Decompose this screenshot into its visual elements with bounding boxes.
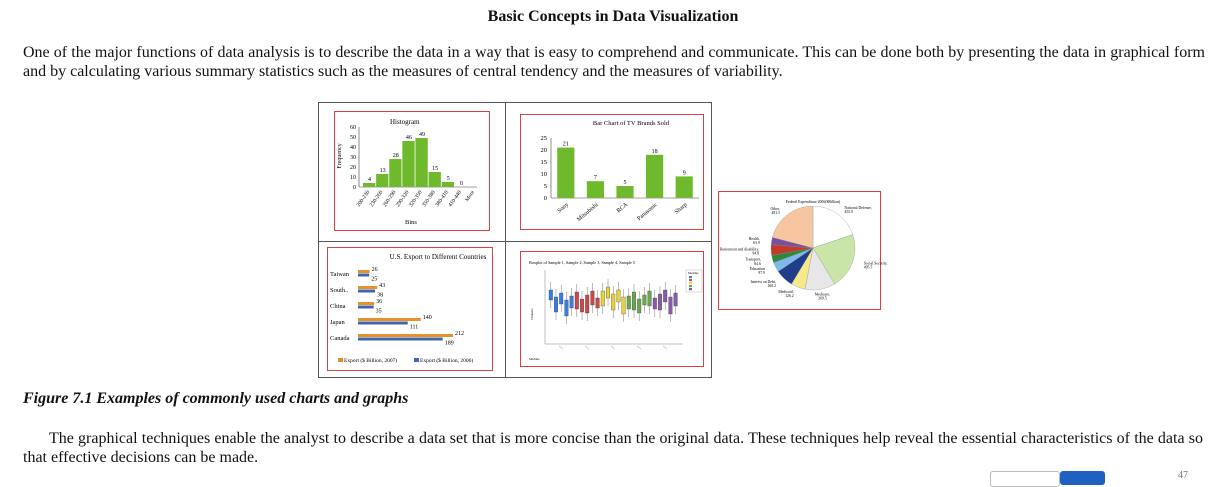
boxplot-box bbox=[669, 297, 673, 314]
histogram-ytick: 10 bbox=[350, 175, 356, 181]
boxplot-box bbox=[653, 298, 657, 309]
boxplot-box bbox=[674, 293, 678, 306]
bar bbox=[587, 181, 604, 198]
bar bbox=[616, 186, 633, 198]
histogram-xtick: More bbox=[464, 189, 477, 203]
boxplot-box bbox=[627, 296, 631, 309]
histogram-data-label: 13 bbox=[379, 168, 386, 174]
pie-label: Interest on Debt, bbox=[750, 279, 776, 284]
export-data-label: 36 bbox=[376, 299, 383, 305]
boxplot-box bbox=[632, 292, 636, 310]
export-data-label: 111 bbox=[409, 324, 419, 331]
bar-xtick: RCA bbox=[615, 201, 630, 215]
body-paragraph: The graphical techniques enable the analyst to describe a data set that is more concise than the original data. These techniques help reveal the essential characteristics of the data so that effective decisions can be made. bbox=[23, 430, 1203, 466]
bar-ytick: 15 bbox=[540, 159, 547, 166]
pie-value: 126.2 bbox=[785, 294, 794, 299]
pie-label: Medicare, bbox=[814, 292, 831, 297]
bar-ytick: 25 bbox=[540, 135, 547, 142]
boxplot-box bbox=[663, 290, 667, 302]
figure-caption: Figure 7.1 Examples of commonly used charts and graphs bbox=[23, 390, 409, 407]
histogram-bar bbox=[363, 183, 375, 187]
export-category-label: Taiwan bbox=[330, 271, 350, 278]
pie-value: 455.9 bbox=[844, 210, 854, 215]
pie-panel bbox=[718, 191, 888, 310]
pie-value: 87.9 bbox=[758, 271, 765, 276]
figure-divider-vertical bbox=[505, 103, 506, 377]
intro-paragraph: One of the major functions of data analysis is to describe the data in a way that is easy to comprehend and communicate. This can be done both by presenting the data in graphical form and by calculating various summary statistics such as the measures of central tendency and the measures of variability. bbox=[23, 44, 1205, 80]
export-data-label: 212 bbox=[455, 331, 464, 337]
pie-label: National Defense, bbox=[844, 206, 872, 211]
boxplot-box bbox=[580, 299, 584, 312]
boxplot-legend-swatch bbox=[689, 285, 692, 287]
histogram-chart bbox=[335, 112, 489, 230]
export-bar bbox=[358, 306, 374, 309]
boxplot-xtick bbox=[585, 346, 589, 349]
pie-value: 63.9 bbox=[753, 241, 760, 246]
histogram-xtick: 290-320 bbox=[395, 189, 411, 209]
histogram-ytick: 60 bbox=[350, 125, 356, 131]
boxplot-box bbox=[559, 293, 563, 304]
boxplot-box bbox=[585, 295, 589, 313]
histogram-ytick: 50 bbox=[350, 135, 356, 141]
boxplot-box bbox=[643, 295, 647, 305]
bar-ytick: 5 bbox=[543, 183, 547, 190]
histogram-xtick: 380-410 bbox=[434, 189, 450, 209]
bar bbox=[646, 155, 663, 198]
export-bar bbox=[358, 318, 421, 321]
brand-bar-panel bbox=[520, 114, 704, 230]
histogram-bar bbox=[429, 172, 441, 187]
export-data-label: 140 bbox=[422, 315, 432, 321]
histogram-bar bbox=[442, 182, 454, 187]
bar-ytick: 10 bbox=[540, 171, 547, 178]
boxplot-box bbox=[549, 290, 553, 300]
page-number: 47 bbox=[1178, 470, 1188, 481]
boxplot-box bbox=[601, 291, 605, 306]
pie-label: Other, bbox=[770, 207, 780, 212]
export-category-label: South.. bbox=[330, 287, 349, 294]
histogram-ylabel: Frequency bbox=[337, 143, 343, 169]
pie-value: 269.5 bbox=[818, 296, 827, 301]
histogram-ytick: 40 bbox=[350, 145, 356, 151]
boxplot-panel bbox=[520, 251, 704, 367]
histogram-data-label: 15 bbox=[432, 166, 439, 172]
bar-title: Bar Chart of TV Brands Sold bbox=[592, 120, 670, 127]
bar-xtick: Panasonic bbox=[636, 201, 659, 223]
page-go-button[interactable] bbox=[1060, 471, 1105, 485]
histogram-panel bbox=[334, 111, 490, 231]
export-category-label: China bbox=[330, 303, 346, 310]
pie-value: 64.6 bbox=[754, 261, 761, 266]
pie-chart bbox=[719, 192, 888, 309]
export-data-label: 43 bbox=[379, 283, 386, 289]
pie-title: Federal Expenditure 2006($Billion) bbox=[785, 200, 841, 204]
legend-swatch-2007 bbox=[338, 358, 343, 362]
boxplot-box bbox=[565, 300, 569, 316]
legend-2006: Export ($ Billion, 2006) bbox=[420, 358, 474, 364]
histogram-ytick: 20 bbox=[350, 165, 356, 171]
export-bar bbox=[358, 334, 453, 337]
pie-value: 160.2 bbox=[767, 284, 776, 289]
histogram-ytick: 0 bbox=[353, 185, 356, 191]
histogram-title: Histogram bbox=[390, 118, 420, 126]
pie-label: Medicaid, bbox=[778, 289, 794, 294]
boxplot-box bbox=[648, 291, 652, 306]
export-title: U.S. Export to Different Countries bbox=[389, 253, 487, 261]
export-data-label: 35 bbox=[375, 308, 382, 315]
pie-label: Transport, bbox=[745, 257, 761, 262]
boxplot-xtick bbox=[559, 346, 563, 349]
figure-grid bbox=[318, 102, 712, 378]
histogram-data-label: 4 bbox=[368, 177, 372, 183]
boxplot-box bbox=[622, 297, 626, 314]
histogram-xtick: 410-440 bbox=[447, 189, 463, 209]
export-bar bbox=[358, 338, 443, 341]
export-bar bbox=[358, 270, 370, 273]
boxplot-box bbox=[591, 291, 595, 305]
export-bar bbox=[358, 302, 374, 305]
pie-label: Social Security, bbox=[863, 261, 888, 266]
export-data-label: 38 bbox=[377, 292, 384, 299]
export-bar bbox=[358, 286, 377, 289]
boxplot-box bbox=[570, 296, 574, 308]
boxplot-box bbox=[575, 292, 579, 309]
bar-data-label: 9 bbox=[682, 170, 686, 177]
bar-data-label: 7 bbox=[593, 175, 597, 182]
bar-xtick: Mitsubishi bbox=[576, 201, 600, 224]
bar-xtick: Sharp bbox=[673, 201, 689, 216]
bar-ytick: 20 bbox=[540, 147, 547, 154]
boxplot-xtick bbox=[663, 346, 667, 349]
bar-xtick: Sony bbox=[556, 201, 571, 215]
histogram-data-label: 28 bbox=[392, 153, 399, 159]
bar-ytick: 0 bbox=[543, 195, 547, 202]
boxplot-title: Boxplot of Sample 1, Sample 2, Sample 3, Sample 4, Sample 5 bbox=[529, 260, 635, 265]
page-header: Basic Concepts in Data Visualization bbox=[487, 8, 739, 25]
export-category-label: Japan bbox=[330, 319, 345, 326]
pie-value: 94.8 bbox=[752, 251, 760, 256]
export-bar bbox=[358, 290, 375, 293]
bar bbox=[676, 176, 693, 198]
pie-label: Education bbox=[749, 266, 765, 271]
histogram-xtick: 200-230 bbox=[355, 189, 372, 209]
histogram-data-label: 49 bbox=[419, 132, 425, 138]
boxplot-box bbox=[596, 298, 600, 308]
pie-label: Retirement and disability, bbox=[719, 247, 760, 252]
bar bbox=[557, 148, 574, 198]
histogram-xlabel: Bins bbox=[405, 219, 417, 226]
figure-divider-horizontal bbox=[319, 241, 711, 242]
histogram-xtick: 320-350 bbox=[408, 189, 424, 209]
pie-value: 495.5 bbox=[863, 265, 873, 270]
page-input[interactable] bbox=[990, 471, 1060, 487]
export-category-label: Canada bbox=[330, 335, 350, 342]
histogram-ytick: 30 bbox=[350, 155, 356, 161]
histogram-data-label: 46 bbox=[405, 135, 412, 141]
boxplot-xtick bbox=[611, 346, 615, 349]
boxplot-xtick bbox=[637, 346, 641, 349]
export-data-label: 189 bbox=[444, 340, 454, 347]
boxplot-box bbox=[611, 294, 615, 310]
export-data-label: 26 bbox=[371, 267, 378, 273]
histogram-xtick: 260-290 bbox=[381, 189, 398, 209]
export-bar bbox=[358, 274, 369, 277]
boxplot-box bbox=[617, 290, 621, 302]
bar-data-label: 18 bbox=[651, 148, 658, 155]
histogram-bar bbox=[389, 159, 401, 187]
boxplot-box bbox=[554, 297, 558, 312]
pie-label: Health, bbox=[748, 236, 760, 241]
bar-data-label: 5 bbox=[623, 180, 627, 186]
boxplot-ylabel: Diameter bbox=[530, 308, 534, 320]
histogram-data-label: 5 bbox=[446, 176, 450, 182]
boxplot-legend-swatch bbox=[689, 288, 692, 290]
boxplot-xlabel: Machine bbox=[529, 357, 540, 361]
boxplot-legend-swatch bbox=[689, 279, 692, 281]
histogram-xtick: 230-260 bbox=[368, 189, 385, 209]
boxplot-box bbox=[637, 299, 641, 313]
export-panel bbox=[327, 247, 493, 371]
histogram-xtick: 350-380 bbox=[421, 189, 437, 209]
histogram-bar bbox=[402, 141, 414, 187]
boxplot-legend-swatch bbox=[689, 282, 692, 284]
boxplot-legend-swatch bbox=[689, 276, 692, 278]
boxplot-legend-title: Machine bbox=[688, 271, 699, 275]
histogram-bar bbox=[376, 174, 388, 187]
export-bar bbox=[358, 322, 408, 325]
export-chart bbox=[328, 248, 492, 370]
boxplot-box bbox=[658, 294, 662, 310]
pie-value: 481.5 bbox=[771, 211, 780, 216]
brand-bar-chart bbox=[521, 115, 703, 229]
histogram-bar bbox=[415, 138, 427, 187]
export-data-label: 25 bbox=[371, 276, 378, 283]
histogram-data-label: 0 bbox=[459, 181, 463, 187]
bar-data-label: 21 bbox=[562, 141, 569, 148]
legend-2007: Export ($ Billion, 2007) bbox=[344, 358, 398, 364]
legend-swatch-2006 bbox=[414, 358, 419, 362]
boxplot-chart bbox=[521, 252, 703, 366]
boxplot-box bbox=[606, 287, 610, 298]
